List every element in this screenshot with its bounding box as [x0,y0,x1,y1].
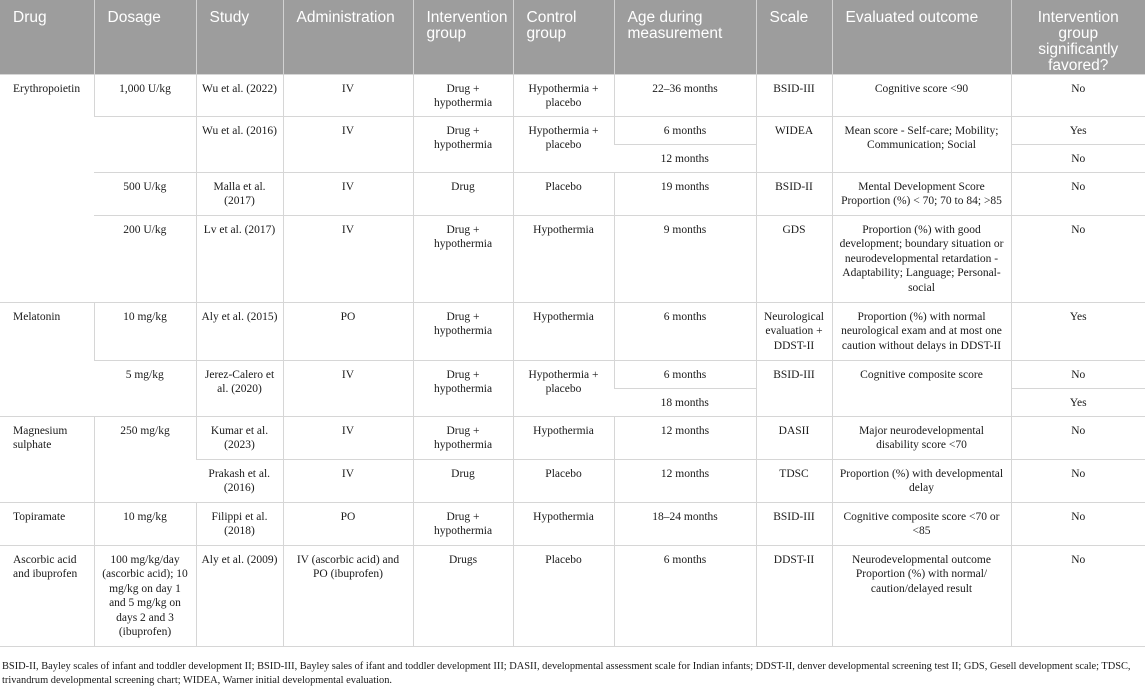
control-cell: Hypothermia + placebo [513,75,614,117]
favored-cell: Yes [1011,389,1145,417]
dosage-cell [94,117,196,173]
study-cell: Aly et al. (2009) [196,546,283,647]
administration-cell: IV [283,75,413,117]
age-cell: 12 months [614,145,756,173]
intervention-cell: Drug + hypothermia [413,361,513,417]
control-cell: Placebo [513,173,614,216]
header-scale: Scale [756,0,832,75]
administration-cell: IV [283,216,413,303]
favored-cell: Yes [1011,117,1145,145]
intervention-cell: Drug [413,460,513,503]
favored-cell: No [1011,361,1145,389]
table-row [0,546,1145,647]
study-cell: Prakash et al. (2016) [196,460,283,503]
scale-cell: WIDEA [756,117,832,173]
administration-cell: PO [283,503,413,546]
age-cell: 6 months [614,361,756,389]
drug-cell: Topiramate [0,503,94,546]
favored-cell: No [1011,173,1145,216]
intervention-cell: Drug + hypothermia [413,117,513,173]
outcome-cell: Proportion (%) with normal neurological exam and at most one caution without delays in DDST-II [832,303,1011,361]
control-cell: Hypothermia [513,216,614,303]
table-row [0,216,1145,303]
age-cell: 19 months [614,173,756,216]
study-cell: Kumar et al. (2023) [196,417,283,460]
study-cell: Filippi et al. (2018) [196,503,283,546]
table-row [0,361,1145,389]
intervention-cell: Drug [413,173,513,216]
study-cell: Malla et al. (2017) [196,173,283,216]
age-cell: 18 months [614,389,756,417]
scale-cell: Neurological evaluation + DDST-II [756,303,832,361]
control-cell: Hypothermia + placebo [513,361,614,417]
header-administration: Administration [283,0,413,75]
outcome-cell: Cognitive composite score <70 or <85 [832,503,1011,546]
study-cell: Wu et al. (2016) [196,117,283,173]
favored-cell: No [1011,145,1145,173]
header-evaluated-outcome: Evaluated outcome [832,0,1011,75]
header-drug: Drug [0,0,94,75]
dosage-cell: 5 mg/kg [94,361,196,417]
table-footnote: BSID-II, Bayley scales of infant and toddler development II; BSID-III, Bayley sales of ifant and toddler development III; DASII, developmental assessment scale for Indian infants; DDST-II, denver developmental screening test II; GDS, Gesell development scale; TDSC, trivandrum developmental screening chart; WIDEA, Warner initial developmental evaluation. [2,661,1131,686]
study-cell: Jerez-Calero et al. (2020) [196,361,283,417]
intervention-cell: Drugs [413,546,513,647]
age-cell: 6 months [614,303,756,361]
header-age: Age during measurement [614,0,756,75]
age-cell: 12 months [614,417,756,460]
intervention-cell: Drug + hypothermia [413,216,513,303]
scale-cell: DDST-II [756,546,832,647]
table-row [0,303,1145,361]
age-cell: 22–36 months [614,75,756,117]
drug-cell: Erythropoietin [0,75,94,303]
drug-cell: Ascorbic acid and ibuprofen [0,546,94,647]
scale-cell: BSID-III [756,75,832,117]
administration-cell: IV [283,417,413,460]
scale-cell: GDS [756,216,832,303]
favored-cell: No [1011,417,1145,460]
administration-cell: IV [283,117,413,173]
study-cell: Aly et al. (2015) [196,303,283,361]
scale-cell: DASII [756,417,832,460]
header-intervention-group: Intervention group [413,0,513,75]
age-cell: 12 months [614,460,756,503]
drug-cell: Melatonin [0,303,94,417]
age-cell: 6 months [614,546,756,647]
header-dosage: Dosage [94,0,196,75]
table-row [0,75,1145,117]
table-row [0,503,1145,546]
table-row [0,173,1145,216]
header-study: Study [196,0,283,75]
outcome-cell: Mental Development Score Proportion (%) < 70; 70 to 84; >85 [832,173,1011,216]
administration-cell: IV [283,173,413,216]
header-row [0,0,1145,75]
dosage-cell: 100 mg/kg/day (ascorbic acid); 10 mg/kg on day 1 and 5 mg/kg on days 2 and 3 (ibuprofen) [94,546,196,647]
dosage-cell: 1,000 U/kg [94,75,196,117]
drug-cell: Magnesium sulphate [0,417,94,503]
age-cell: 9 months [614,216,756,303]
intervention-cell: Drug + hypothermia [413,503,513,546]
dosage-cell: 10 mg/kg [94,503,196,546]
table-row [0,117,1145,145]
favored-cell: No [1011,216,1145,303]
favored-cell: No [1011,75,1145,117]
study-cell: Lv et al. (2017) [196,216,283,303]
control-cell: Hypothermia [513,417,614,460]
outcome-cell: Proportion (%) with good development; boundary situation or neurodevelopmental retardation - Adaptability; Language; Personal-social [832,216,1011,303]
outcome-cell: Cognitive composite score [832,361,1011,417]
intervention-cell: Drug + hypothermia [413,303,513,361]
intervention-cell: Drug + hypothermia [413,75,513,117]
dosage-cell: 10 mg/kg [94,303,196,361]
header-control-group: Control group [513,0,614,75]
scale-cell: BSID-III [756,361,832,417]
scale-cell: BSID-III [756,503,832,546]
outcome-cell: Proportion (%) with developmental delay [832,460,1011,503]
administration-cell: IV [283,361,413,417]
administration-cell: PO [283,303,413,361]
age-cell: 18–24 months [614,503,756,546]
age-cell: 6 months [614,117,756,145]
dosage-cell: 250 mg/kg [94,417,196,503]
outcome-cell: Mean score - Self-care; Mobility; Communication; Social [832,117,1011,173]
dosage-cell: 500 U/kg [94,173,196,216]
favored-cell: Yes [1011,303,1145,361]
header-favored: Intervention group significantly favored? [1011,0,1145,75]
scale-cell: BSID-II [756,173,832,216]
outcome-cell: Cognitive score <90 [832,75,1011,117]
administration-cell: IV [283,460,413,503]
favored-cell: No [1011,546,1145,647]
control-cell: Hypothermia [513,503,614,546]
scale-cell: TDSC [756,460,832,503]
intervention-cell: Drug + hypothermia [413,417,513,460]
favored-cell: No [1011,460,1145,503]
table-row [0,417,1145,460]
control-cell: Hypothermia [513,303,614,361]
outcome-cell: Major neurodevelopmental disability score <70 [832,417,1011,460]
dosage-cell: 200 U/kg [94,216,196,303]
control-cell: Hypothermia + placebo [513,117,614,173]
control-cell: Placebo [513,460,614,503]
study-cell: Wu et al. (2022) [196,75,283,117]
control-cell: Placebo [513,546,614,647]
favored-cell: No [1011,503,1145,546]
administration-cell: IV (ascorbic acid) and PO (ibuprofen) [283,546,413,647]
outcome-cell: Neurodevelopmental outcome Proportion (%) with normal/ caution/delayed result [832,546,1011,647]
